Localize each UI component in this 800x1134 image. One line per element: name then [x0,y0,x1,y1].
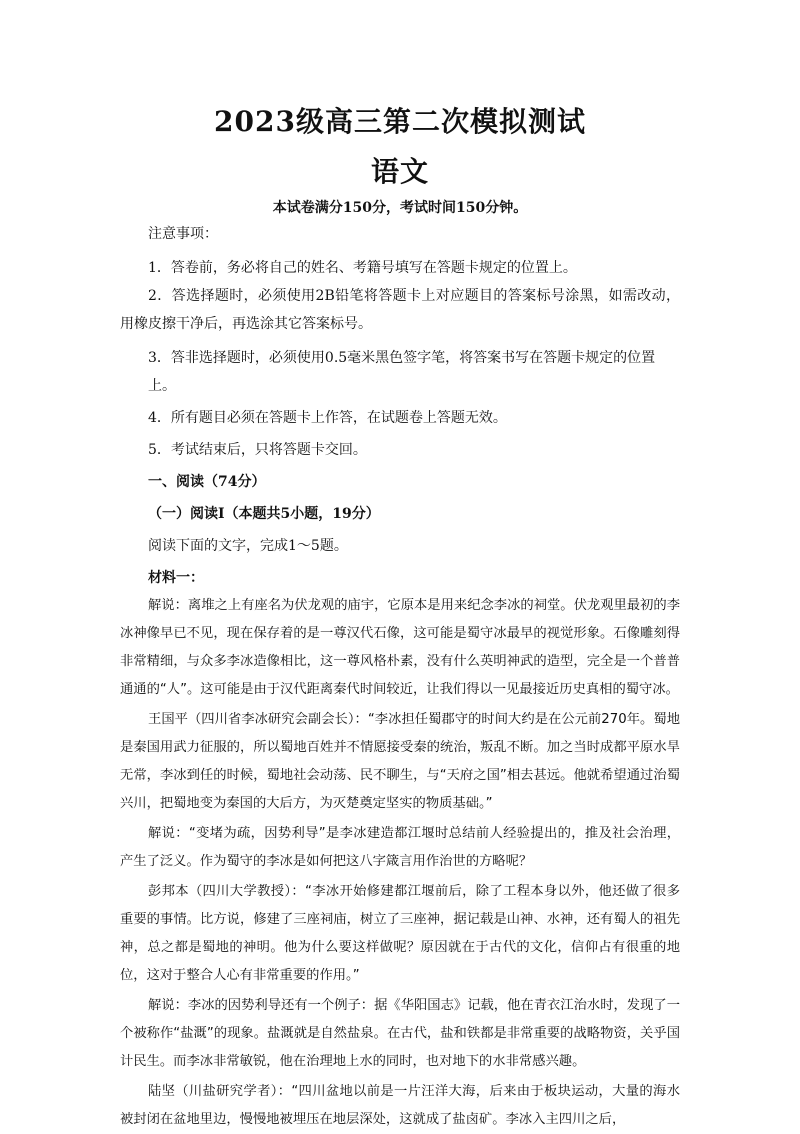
instructions-heading: 注意事项： [148,226,218,242]
instruction-item: 4．所有题目必须在答题卡上作答，在试题卷上答题无效。 [148,410,507,426]
material-paragraph: 解说：“变堵为疏，因势利导”是李冰建造都江堰时总结前人经验提出的，推及社会治理，产生了泛义。作为蜀守的李冰是如何把这八字箴言用作治世的方略呢？ [120,826,680,869]
material-paragraph: 彭邦本（四川大学教授）：“李冰开始修建都江堰前后，除了工程本身以外，他还做了很多重要的事情。比方说，修建了三座祠庙，树立了三座神，据记载是山神、水神，还有蜀人的祖先神，总之都是蜀地的神明。他为什么要这样做呢？原因就在于古代的文化，信仰占有很重的地位，这对于整合人心有非常重要的作用。” [120,884,680,983]
subject-title: 语文 [370,155,429,188]
exam-title: 2023级高三第二次模拟测试 [214,105,586,138]
reading-prompt: 阅读下面的文字，完成1～5题。 [148,538,348,554]
material-paragraph: 解说：离堆之上有座名为伏龙观的庙宇，它原本是用来纪念李冰的祠堂。伏龙观里最初的李冰神像早已不见，现在保存着的是一尊汉代石像，这可能是蜀守冰最早的视觉形象。石像雕刻得非常精细，与众多李冰造像相比，这一尊风格朴素，没有什么英明神武的造型，完全是一个普普通通的“人”。这可能是由于汉代距离秦代时间较近，让我们得以一见最接近历史真相的蜀守冰。 [120,598,680,697]
instruction-item: 1．答卷前，务必将自己的姓名、考籍号填写在答题卡规定的位置上。 [148,260,577,276]
instruction-item: 3．答非选择题时，必须使用0.5毫米黑色签字笔，将答案书写在答题卡规定的位置上。 [148,350,656,394]
material-paragraph: 王国平（四川省李冰研究会副会长）：“李冰担任蜀郡守的时间大约是在公元前270年。蜀地是秦国用武力征服的，所以蜀地百姓并不情愿接受秦的统治，叛乱不断。加之当时成都平原水旱无常，李冰到任的时候，蜀地社会动荡、民不聊生，与“天府之国”相去甚远。他就希望通过治蜀兴川，把蜀地变为秦国的大后方，为灭楚奠定坚实的物质基础。” [120,712,680,811]
exam-content [120,220,680,1134]
subsection-heading: （一）阅读Ⅰ（本题共5小题，19分） [148,506,380,522]
score-time-note: 本试卷满分150分，考试时间150分钟。 [272,200,528,216]
material-paragraph: 解说：李冰的因势利导还有一个例子：据《华阳国志》记载，他在青衣江治水时，发现了一个被称作“盐溉”的现象。盐溉就是自然盐泉。在古代，盐和铁都是非常重要的战略物资，关乎国计民生。而李冰非常敏锐，他在治理地上水的同时，也对地下的水非常感兴趣。 [120,998,680,1069]
instruction-item: 2．答选择题时，必须使用2B铅笔将答题卡上对应题目的答案标号涂黑，如需改动，用橡皮擦干净后，再选涂其它答案标号。 [120,288,680,332]
material-label: 材料一： [148,570,204,586]
section-heading: 一、阅读（74分） [148,474,266,490]
instruction-item: 5．考试结束后，只将答题卡交回。 [148,442,367,458]
material-paragraph: 陆坚（川盐研究学者）：“四川盆地以前是一片汪洋大海，后来由于板块运动，大量的海水被封闭在盆地里边，慢慢地被埋压在地层深处，这就成了盐卤矿。李冰入主四川之后， [120,1084,680,1127]
